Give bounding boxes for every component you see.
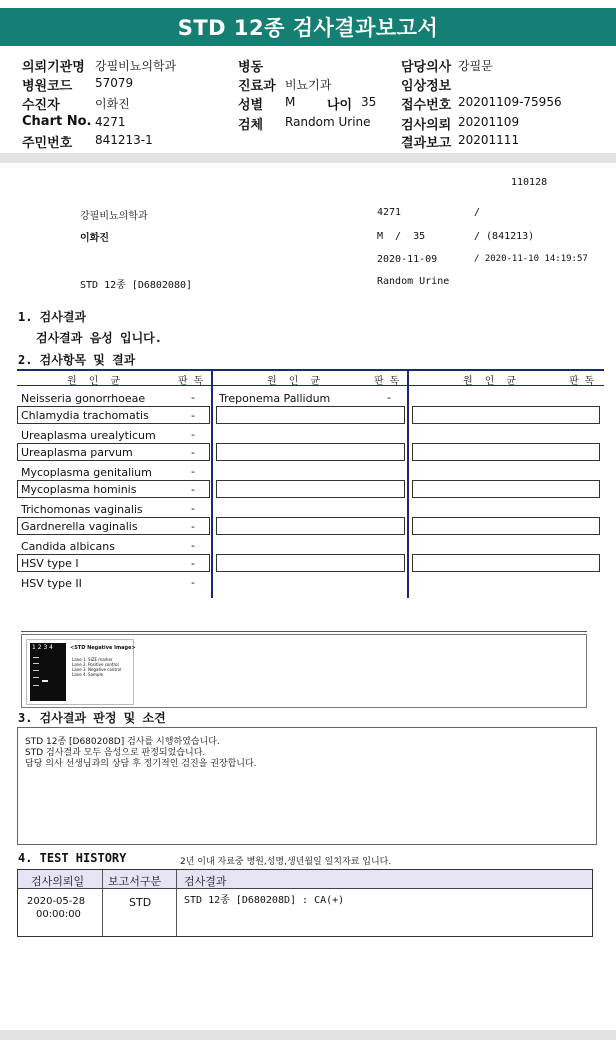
organism-row: Ureaplasma urealyticum: [21, 429, 156, 442]
history-row-type: STD: [129, 896, 152, 909]
section1-result-text: 검사결과 음성 입니다.: [36, 331, 163, 345]
label-doctor: 담당의사: [401, 60, 452, 75]
organism-result: -: [191, 576, 195, 589]
label-sex: 성별: [238, 98, 264, 113]
label-receipt-no: 접수번호: [401, 98, 452, 113]
history-col-divider: [176, 870, 177, 936]
label-hospital: 의뢰기관명: [22, 60, 85, 75]
value-chart-no: 4271: [95, 115, 126, 129]
opinion-line-3: 담당 의사 선생님과의 상담 후 정기적인 검진을 권장합니다.: [25, 759, 257, 769]
label-hospital-code: 병원코드: [22, 79, 73, 94]
history-row-time: 00:00:00: [36, 909, 81, 920]
gel-marker-band: [33, 677, 39, 678]
report-code: 110128: [511, 177, 548, 188]
organism-result: -: [191, 446, 195, 459]
organism-result: -: [191, 539, 195, 552]
section4-heading: 4. TEST HISTORY: [18, 851, 127, 865]
organism-row: Neisseria gonorrhoeae: [21, 392, 146, 405]
gel-marker-band: [33, 663, 39, 664]
organism-result: -: [191, 520, 195, 533]
report-patient: 이화진: [80, 233, 109, 244]
gel-legend-1: Lane 1. SIZE marker: [72, 657, 113, 662]
header-info: [0, 52, 616, 152]
header-result-2: 판 독: [374, 376, 400, 387]
section1-heading: 1. 검사결과: [18, 310, 87, 324]
report-date-reported: / 2020-11-10 14:19:57: [474, 254, 588, 264]
report-specimen: Random Urine: [377, 276, 450, 287]
report-hospital: 강필비뇨의학과: [80, 211, 148, 222]
organism-row: Trichomonas vaginalis: [21, 503, 143, 516]
organism-result: -: [191, 409, 195, 422]
report-birth: / (841213): [474, 231, 535, 242]
report-sex-age: M / 35: [377, 231, 426, 242]
value-age: 35: [361, 95, 377, 109]
footer-band: [0, 1030, 616, 1040]
organism-row: Gardnerella vaginalis: [21, 520, 138, 533]
organism-result: -: [191, 483, 195, 496]
value-dept: 비뇨기과: [285, 78, 332, 92]
value-hospital: 강필비뇨의학과: [95, 59, 177, 73]
organism-row: Ureaplasma parvum: [21, 446, 133, 459]
gel-marker-band: [33, 657, 39, 658]
label-specimen: 검체: [238, 118, 264, 133]
gel-marker-band: [33, 685, 39, 686]
organism-row: Chlamydia trachomatis: [21, 409, 149, 422]
gel-positive-band: [42, 680, 48, 682]
header-separator: [0, 153, 616, 163]
organism-row: Mycoplasma hominis: [21, 483, 137, 496]
organism-row: Treponema Pallidum: [219, 392, 331, 405]
empty-row-box: [412, 554, 600, 572]
organism-result: -: [387, 391, 391, 404]
report-date-received: 2020-11-09: [377, 254, 438, 265]
organism-row: HSV type II: [21, 577, 82, 590]
gel-legend-2: Lane 2. Positive control: [72, 662, 119, 667]
history-note: 2년 이내 자료중 병원,성명,생년월일 일치자료 입니다.: [180, 857, 392, 867]
column-divider-2: [407, 369, 409, 598]
label-patient: 수진자: [22, 98, 60, 113]
report-test-name: STD 12종 [D6802080]: [80, 280, 193, 291]
value-sex: M: [285, 95, 296, 109]
gel-lanes-panel: [30, 643, 66, 701]
history-table: [17, 869, 593, 937]
label-chart-no: Chart No.: [22, 114, 92, 129]
empty-row-box: [216, 443, 405, 461]
label-clinical-info: 임상정보: [401, 79, 452, 94]
report-slash: /: [474, 207, 481, 218]
history-row-date: 2020-05-28: [27, 896, 86, 907]
label-rrn: 주민번호: [22, 136, 73, 151]
report-chart: 4271: [377, 207, 402, 218]
label-ward: 병동: [238, 60, 264, 75]
label-age: 나이: [327, 98, 353, 113]
organism-result: -: [191, 465, 195, 478]
empty-row-box: [412, 443, 600, 461]
value-hospital-code: 57079: [95, 76, 134, 90]
value-receipt-no: 20201109-75956: [458, 95, 562, 109]
organism-row: Mycoplasma genitalium: [21, 466, 152, 479]
header-organism-1: 원 인 균: [67, 376, 121, 387]
gel-title: <STD Negative Image>: [70, 645, 136, 651]
empty-row-box: [412, 517, 600, 535]
history-header-result: 검사결과: [184, 875, 227, 888]
history-col-divider: [102, 870, 103, 936]
empty-row-box: [216, 517, 405, 535]
opinion-line-1: STD 12종 [D680208D] 검사를 시행하였습니다.: [25, 737, 220, 747]
organism-result: -: [191, 557, 195, 570]
history-header-date: 검사의뢰일: [31, 875, 85, 888]
organism-result: -: [191, 502, 195, 515]
empty-row-box: [412, 406, 600, 424]
header-result-3: 판 독: [569, 376, 595, 387]
gel-section-rule: [21, 631, 587, 632]
opinion-box: [17, 727, 597, 845]
section3-heading: 3. 검사결과 판정 및 소견: [18, 711, 166, 725]
history-row-result: STD 12종 [D680208D] : CA(+): [184, 895, 345, 906]
empty-row-box: [216, 406, 405, 424]
gel-marker-band: [33, 670, 39, 671]
label-report-date: 결과보고: [401, 136, 452, 151]
value-patient: 이화진: [95, 97, 130, 111]
result-table: [17, 369, 604, 598]
label-request-date: 검사의뢰: [401, 118, 452, 133]
header-organism-2: 원 인 균: [267, 376, 321, 387]
value-rrn: 841213-1: [95, 133, 153, 147]
gel-legend-4: Lane 4. Sample: [72, 672, 104, 677]
gel-lane-numbers: 1 2 3 4: [32, 644, 53, 651]
opinion-line-2: STD 검사결과 모두 음성으로 판정되었습니다.: [25, 748, 206, 758]
value-report-date: 20201111: [458, 133, 520, 147]
empty-row-box: [412, 480, 600, 498]
empty-row-box: [216, 554, 405, 572]
value-specimen: Random Urine: [285, 115, 371, 129]
value-request-date: 20201109: [458, 115, 520, 129]
report-title: STD 12종 검사결과보고서: [0, 8, 616, 46]
value-doctor: 강필문: [458, 59, 493, 73]
organism-row: Candida albicans: [21, 540, 115, 553]
empty-row-box: [216, 480, 405, 498]
label-dept: 진료과: [238, 79, 276, 94]
section2-heading: 2. 검사항목 및 결과: [18, 353, 136, 367]
history-header-type: 보고서구분: [108, 875, 162, 888]
gel-legend-3: Lane 3. Negative control: [72, 667, 122, 672]
gel-image: [26, 639, 134, 705]
history-header-row: [18, 870, 592, 889]
header-organism-3: 원 인 균: [463, 376, 517, 387]
header-result-1: 판 독: [178, 376, 204, 387]
organism-result: -: [191, 391, 195, 404]
column-divider-1: [211, 369, 213, 598]
organism-row: HSV type I: [21, 557, 79, 570]
organism-result: -: [191, 428, 195, 441]
table-top-rule: [17, 369, 604, 371]
